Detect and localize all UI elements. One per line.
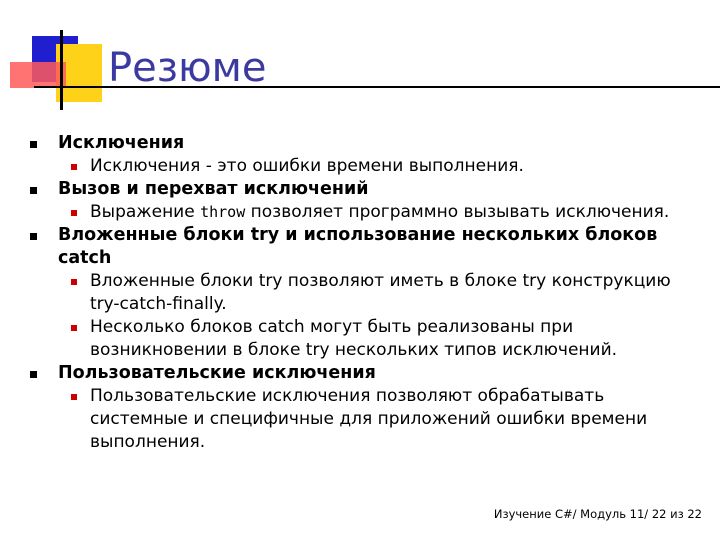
sub-bullet-item — [0, 385, 700, 454]
sub-bullet-text-pre: Выражение — [90, 202, 201, 222]
sub-bullet-marker — [71, 279, 77, 285]
sub-bullet-text: Пользовательские исключения позволяют обрабатывать системные и специфичные для приложений ошибки времени выполнения. — [90, 386, 648, 452]
sub-bullet-marker — [71, 394, 77, 400]
slide-title: Резюме — [108, 45, 267, 91]
sub-bullet-marker — [71, 325, 77, 331]
bullet-item — [0, 224, 700, 270]
code-keyword: throw — [200, 203, 246, 221]
bullet-marker — [30, 233, 37, 240]
bullet-item — [0, 362, 700, 385]
sub-bullet-marker — [71, 164, 77, 170]
vertical-line-decoration — [60, 30, 63, 110]
bullet-marker — [30, 141, 37, 148]
sub-bullet-item — [0, 155, 700, 178]
sub-bullet-text: Вложенные блоки try позволяют иметь в блоке try конструкцию try-catch-finally. — [90, 271, 671, 314]
sub-bullet-text: Несколько блоков catch могут быть реализованы при возникновении в блоке try нескольких типов исключений. — [90, 317, 618, 360]
sub-bullet-text: Исключения - это ошибки времени выполнения. — [90, 156, 524, 176]
sub-bullet-item — [0, 201, 700, 224]
bullet-marker — [30, 187, 37, 194]
sub-bullet-text-post: позволяет программно вызывать исключения. — [245, 202, 670, 222]
bullet-label: Исключения — [58, 133, 185, 153]
bullet-label: Вложенные блоки try и использование нескольких блоков catch — [58, 225, 658, 268]
sub-bullet-item — [0, 316, 700, 362]
bullet-item — [0, 132, 700, 155]
sub-bullet-marker — [71, 210, 77, 216]
sub-bullet-item — [0, 270, 700, 316]
slide-footer: Изучение C#/ Модуль 11/ 22 из 22 — [493, 507, 702, 521]
bullet-item — [0, 178, 700, 201]
bullet-label: Пользовательские исключения — [58, 363, 376, 383]
bullet-marker — [30, 371, 37, 378]
bullet-label: Вызов и перехват исключений — [58, 179, 369, 199]
bullet-list — [0, 132, 720, 454]
red-bar-decoration — [10, 62, 66, 88]
